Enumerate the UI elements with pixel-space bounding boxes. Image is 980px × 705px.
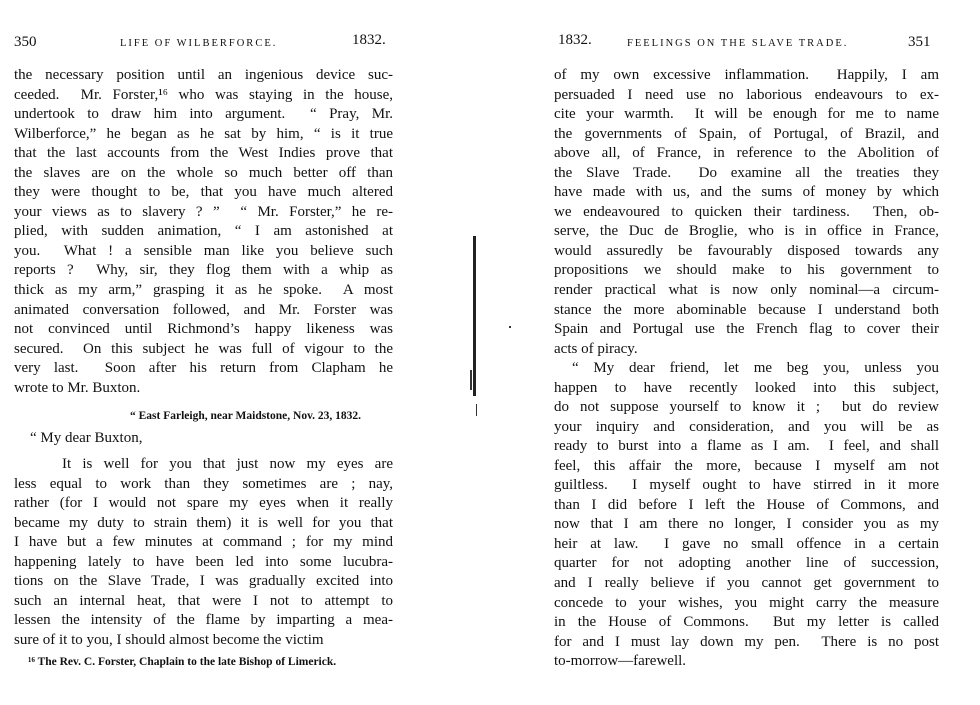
text-line: the slaves are on the whole so much better off than [14,164,393,181]
text-line: concede to your wishes, you might carry the measure [554,594,939,611]
text-line: ceeded. Mr. Forster,¹⁶ who was staying in the house, [14,86,393,103]
text-line: became my duty to strain them) it is well for you that [14,514,393,531]
text-line: feel, this affair the more, because I myself am not [554,457,939,474]
text-line: very last. Soon after his return from Clapham he [14,360,393,377]
text-line: the governments of Spain, of Portugal, of Brazil, and [554,125,939,142]
text-line: quarter for not adopting another line of succession, [554,555,939,572]
text-line: the necessary position until an ingenious device suc- [14,67,393,83]
text-line: not convinced until Richmond’s happy likeness was [14,321,393,338]
text-line: reports ? Why, sir, they flog them with a whip as [14,262,393,279]
gutter-mark [470,370,472,390]
text-line: rather (for I would not spare my eyes when it really [14,495,393,512]
text-line: “ My dear friend, let me beg you, unless you [572,360,939,376]
left-paragraph-1 [14,66,393,398]
text-line: your views as to slavery ? ” “ Mr. Forster,” he re- [14,203,393,220]
text-line: to-morrow—farewell. [554,653,687,670]
text-line: we endeavoured to quicken their tardiness. Then, ob- [554,203,939,220]
text-line: thick as my arm,” grasping it as he spoke. A most [14,282,393,299]
text-line: It is well for you that just now my eyes are [62,456,393,472]
left-running-head: LIFE OF WILBERFORCE. [120,38,278,49]
text-line: secured. On this subject he was full of vigour to the [14,340,393,357]
text-line: do not suppose yourself to know it ; but do review [554,399,939,416]
text-line: propositions we should make to his government to [554,262,939,279]
left-page-header [0,30,490,52]
text-line: undertook to draw him into argument. “ Pray, Mr. [14,106,393,123]
text-line: you. What ! a sensible man like you believe such [14,242,393,259]
letter-salutation: “ My dear Buxton, [30,430,143,446]
text-line: acts of piracy. [554,340,638,357]
text-line: and I really believe if you cannot get government to [554,575,939,592]
text-line: lessen the intensity of the flame by imparting a mea- [14,612,393,629]
text-line: have made with us, and the sums of money by which [554,184,939,201]
text-line: happen to have recently looked into this subject, [554,379,939,396]
text-line: heir at law. I gave no small offence in a certain [554,535,939,552]
text-line: above all, of France, in reference to the Abolition of [554,145,939,162]
text-line: render practical what is now only nominal—a circum- [554,282,939,299]
text-line: now that I am there no longer, I consider you as my [554,516,939,533]
left-header-year: 1832. [352,32,386,48]
text-line: serve, the Duc de Broglie, who is in office in France, [554,223,939,240]
text-line: cite your warmth. It will be enough for me to name [554,106,939,123]
text-line: they were thought to be, that you have much altered [14,184,393,201]
text-line: the Slave Trade. Do examine all the treaties they [554,164,939,181]
left-page-number: 350 [14,34,37,50]
right-paragraph-2 [554,359,939,672]
text-line: such an internal heat, that were I not to attempt to [14,592,393,609]
right-page-number: 351 [908,34,931,50]
text-line: guiltless. I myself ought to have stirred in it more [554,477,939,494]
text-line: than I did before I left the House of Commons, and [554,496,939,513]
text-line: of my own excessive inflammation. Happily, I am [554,67,939,83]
right-page-header [490,30,980,52]
text-line: stance the more abominable because I understand both [554,301,939,318]
letter-dateline: “ East Farleigh, near Maidstone, Nov. 23, 1832. [130,410,362,422]
gutter-mark [476,404,477,416]
right-paragraph-1 [554,66,939,359]
footnote: ¹⁶ The Rev. C. Forster, Chaplain to the late Bishop of Limerick. [28,656,337,668]
text-line: plied, with sudden animation, “ I am astonished at [14,223,393,240]
text-line: Wilberforce,” he began as he sat by him, “ is it true [14,125,393,142]
text-line: animated conversation followed, and Mr. Forster was [14,301,393,318]
gutter-shadow-line [473,236,476,396]
text-line: Spain and Portugal use the French flag to cover their [554,321,939,338]
text-line: for and I must lay down my pen. There is no post [554,633,939,650]
text-line: sure of it to you, I should almost become the victim [14,631,324,648]
text-line: I have but a few minutes at command ; for my mind [14,534,393,551]
right-header-year: 1832. [558,32,592,48]
text-line: wrote to Mr. Buxton. [14,379,141,396]
text-line: in the House of Commons. But my letter is called [554,614,939,631]
right-running-head: FEELINGS ON THE SLAVE TRADE. [627,38,849,49]
left-paragraph-2 [14,455,393,650]
text-line: tions on the Slave Trade, I was gradually excited into [14,573,393,590]
text-line: happening lately to have been led into some lucubra- [14,553,393,570]
text-line: ready to burst into a flame as I am. I feel, and shall [554,438,939,455]
text-line: persuaded I need use no laborious endeavours to ex- [554,86,939,103]
text-line: would assuredly be favourably disposed towards any [554,242,939,259]
right-page [490,0,980,705]
text-line: your inquiry and consideration, and you will be as [554,418,939,435]
text-line: that the last accounts from the West Indies prove that [14,145,393,162]
text-line: less equal to work than they sometimes are ; nay, [14,475,393,492]
